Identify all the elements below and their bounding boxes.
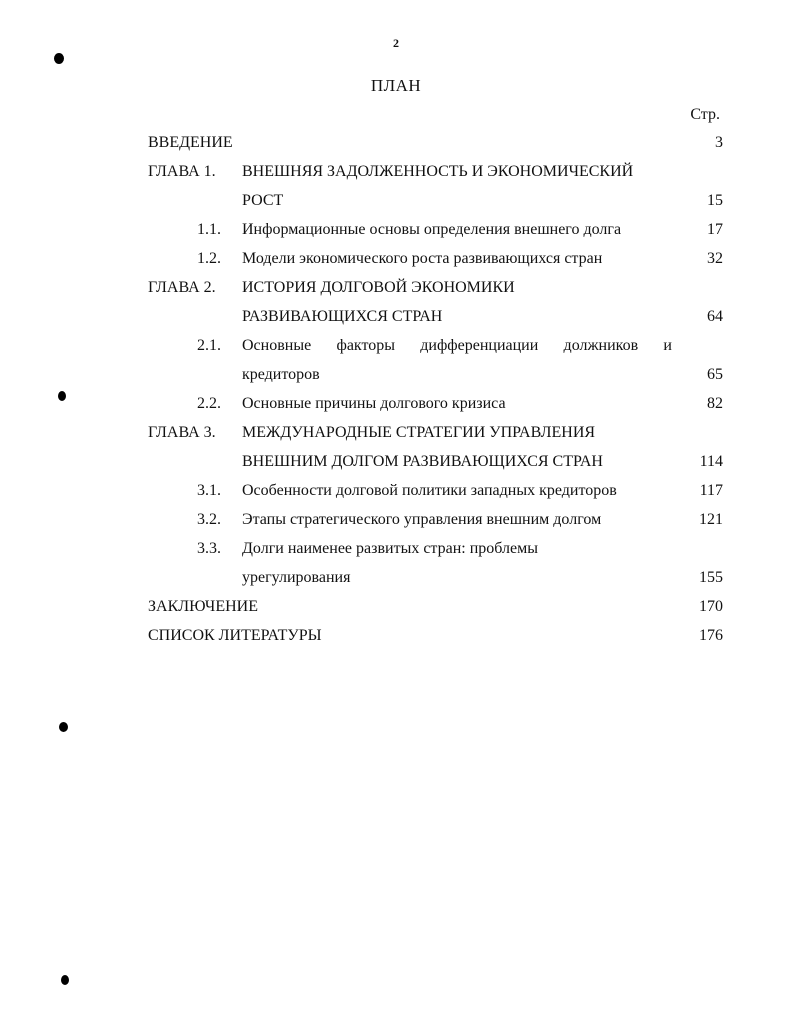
toc-entry-section-3-1 (0, 478, 792, 507)
toc-entry-chapter-1 (0, 159, 792, 188)
entry-page: 65 (707, 366, 723, 383)
entry-title: ВНЕШНИМ ДОЛГОМ РАЗВИВАЮЩИХСЯ СТРАН (242, 453, 603, 470)
pages-column-header: Стр. (690, 106, 720, 123)
toc-entry-section-3-2 (0, 507, 792, 536)
entry-title: ИСТОРИЯ ДОЛГОВОЙ ЭКОНОМИКИ (242, 279, 515, 296)
toc-entry-section-1-1 (0, 217, 792, 246)
entry-number: 1.1. (197, 221, 221, 238)
entry-title: Информационные основы определения внешнего долга (242, 221, 622, 238)
entry-title: ВНЕШНЯЯ ЗАДОЛЖЕННОСТЬ И ЭКОНОМИЧЕСКИЙ (242, 163, 634, 180)
toc-entry-chapter-3-continued (0, 449, 792, 478)
entry-page: 114 (699, 453, 723, 470)
entry-number: 3.1. (197, 482, 221, 499)
entry-title: МЕЖДУНАРОДНЫЕ СТРАТЕГИИ УПРАВЛЕНИЯ (242, 424, 596, 441)
entry-page: 64 (707, 308, 723, 325)
entry-title: РАЗВИВАЮЩИХСЯ СТРАН (242, 308, 443, 325)
entry-title: Модели экономического роста развивающихся стран (242, 250, 603, 267)
toc-entry-chapter-3 (0, 420, 792, 449)
entry-page: 32 (707, 250, 723, 267)
entry-title: Долги наименее развитых стран: проблемы (242, 540, 538, 557)
page-title: ПЛАН (370, 76, 422, 95)
toc-entry-chapter-1-continued (0, 188, 792, 217)
entry-number: ГЛАВА 1. (148, 163, 216, 180)
binder-hole-mark (59, 722, 68, 732)
toc-entry-chapter-2 (0, 275, 792, 304)
entry-page: 17 (707, 221, 723, 238)
toc-entry-section-3-3 (0, 536, 792, 565)
toc-entry-section-1-2 (0, 246, 792, 275)
page-number: 2 (393, 36, 399, 50)
entry-title: РОСТ (242, 192, 284, 209)
entry-title: Особенности долговой политики западных кредиторов (242, 482, 617, 499)
entry-page: 3 (715, 134, 723, 151)
entry-number: 2.2. (197, 395, 221, 412)
binder-hole-mark (61, 975, 69, 985)
entry-title: ВВЕДЕНИЕ (148, 134, 233, 151)
entry-title: ЗАКЛЮЧЕНИЕ (148, 598, 258, 615)
entry-title: урегулирования (242, 569, 351, 586)
entry-title: Основные причины долгового кризиса (242, 395, 506, 412)
entry-title: Этапы стратегического управления внешним долгом (242, 511, 602, 528)
entry-page: 170 (699, 598, 723, 615)
toc-entry-section-2-1 (0, 333, 792, 362)
entry-page: 176 (699, 627, 723, 644)
entry-page: 82 (707, 395, 723, 412)
entry-page: 121 (699, 511, 723, 528)
toc-entry-section-3-3-continued (0, 565, 792, 594)
entry-title: Основные факторы дифференциации должников и (242, 337, 672, 354)
toc-entry-section-2-2 (0, 391, 792, 420)
entry-number: 2.1. (197, 337, 221, 354)
entry-number: 1.2. (197, 250, 221, 267)
toc-entry-chapter-2-continued (0, 304, 792, 333)
table-of-contents (0, 130, 792, 652)
toc-entry-conclusion (0, 594, 792, 623)
entry-title: СПИСОК ЛИТЕРАТУРЫ (148, 627, 322, 644)
entry-number: 3.2. (197, 511, 221, 528)
toc-entry-intro (0, 130, 792, 159)
entry-page: 155 (699, 569, 723, 586)
entry-number: ГЛАВА 3. (148, 424, 216, 441)
toc-entry-references (0, 623, 792, 652)
binder-hole-mark (54, 53, 64, 64)
toc-entry-section-2-1-continued (0, 362, 792, 391)
entry-number: ГЛАВА 2. (148, 279, 216, 296)
entry-title: кредиторов (242, 366, 320, 383)
entry-number: 3.3. (197, 540, 221, 557)
entry-page: 117 (699, 482, 723, 499)
entry-page: 15 (707, 192, 723, 209)
